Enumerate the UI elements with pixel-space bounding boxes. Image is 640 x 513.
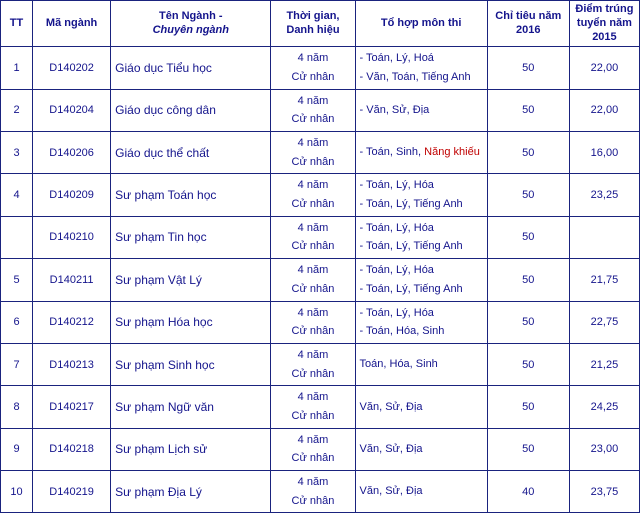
cell-major-name: Sư phạm Vật Lý <box>111 259 271 301</box>
cell-index: 4 <box>1 174 33 216</box>
duration-years: 4 năm <box>297 348 329 361</box>
cell-major-code: D140204 <box>33 89 111 131</box>
cell-subject-combination <box>355 301 487 343</box>
degree-title: Cử nhân <box>291 282 335 295</box>
cell-benchmark-score: 21,25 <box>569 343 639 385</box>
column-header-time-sub: Danh hiệu <box>286 23 340 36</box>
combination-option-1 <box>360 261 483 280</box>
cell-major-code: D140211 <box>33 259 111 301</box>
column-header-combination <box>355 1 487 47</box>
duration-years: 4 năm <box>297 94 329 107</box>
combination-option-1 <box>360 482 483 501</box>
header-row <box>1 1 640 47</box>
cell-quota: 50 <box>487 343 569 385</box>
cell-index: 5 <box>1 259 33 301</box>
cell-duration <box>271 386 355 428</box>
duration-years: 4 năm <box>297 221 329 234</box>
cell-benchmark-score: 22,75 <box>569 301 639 343</box>
table-header <box>1 1 640 47</box>
cell-quota: 50 <box>487 132 569 174</box>
duration-years: 4 năm <box>297 391 329 404</box>
cell-major-name: Sư phạm Hóa học <box>111 301 271 343</box>
cell-major-code: D140209 <box>33 174 111 216</box>
cell-index: 1 <box>1 47 33 89</box>
cell-benchmark-score: 22,00 <box>569 47 639 89</box>
table-row <box>1 174 640 216</box>
cell-duration <box>271 428 355 470</box>
cell-subject-combination <box>355 89 487 131</box>
cell-major-name: Sư phạm Ngữ văn <box>111 386 271 428</box>
table-row <box>1 428 640 470</box>
column-header-code-main: Mã ngành <box>45 16 98 29</box>
column-header-tt-main: TT <box>9 16 24 29</box>
cell-major-name: Sư phạm Lịch sử <box>111 428 271 470</box>
cell-duration <box>271 301 355 343</box>
cell-index: 9 <box>1 428 33 470</box>
cell-index: 10 <box>1 471 33 513</box>
column-header-quota <box>487 1 569 47</box>
column-header-name-main: Tên Ngành - <box>159 9 223 22</box>
cell-major-code: D140212 <box>33 301 111 343</box>
cell-benchmark-score <box>569 216 639 258</box>
column-header-quota-main: Chỉ tiêu năm <box>495 9 562 22</box>
combination-option-1 <box>360 398 483 417</box>
cell-quota: 50 <box>487 174 569 216</box>
table-row <box>1 47 640 89</box>
cell-major-name: Giáo dục Tiểu học <box>111 47 271 89</box>
combination-option-1 <box>360 101 483 120</box>
duration-years: 4 năm <box>297 264 329 277</box>
cell-quota: 50 <box>487 259 569 301</box>
cell-duration <box>271 89 355 131</box>
combination-option-1-text: - Toán, Lý, Hoá <box>359 52 434 65</box>
cell-benchmark-score: 23,75 <box>569 471 639 513</box>
degree-title: Cử nhân <box>291 494 335 507</box>
cell-subject-combination <box>355 47 487 89</box>
table-row <box>1 89 640 131</box>
cell-subject-combination <box>355 216 487 258</box>
cell-subject-combination <box>355 132 487 174</box>
combination-option-1-text: - Văn, Sử, Địa <box>359 103 430 116</box>
cell-duration <box>271 343 355 385</box>
duration-years: 4 năm <box>297 306 329 319</box>
cell-benchmark-score: 23,25 <box>569 174 639 216</box>
combination-option-1-text: - Toán, Lý, Hóa <box>359 179 434 192</box>
degree-title: Cử nhân <box>291 240 335 253</box>
combination-option-2: - Toán, Lý, Tiếng Anh <box>359 198 463 211</box>
cell-major-name: Sư phạm Sinh học <box>111 343 271 385</box>
cell-major-code: D140219 <box>33 471 111 513</box>
cell-index: 6 <box>1 301 33 343</box>
cell-major-name: Giáo dục thể chất <box>111 132 271 174</box>
duration-years: 4 năm <box>297 52 329 65</box>
combination-option-1-text: Toán, Hóa, Sinh <box>359 358 438 371</box>
degree-title: Cử nhân <box>291 70 335 83</box>
degree-title: Cử nhân <box>291 452 335 465</box>
cell-subject-combination <box>355 428 487 470</box>
column-header-tt <box>1 1 33 47</box>
combination-option-1-text: Văn, Sử, Địa <box>359 400 423 413</box>
column-header-combination-main: Tổ hợp môn thi <box>380 16 462 29</box>
degree-title: Cử nhân <box>291 155 335 168</box>
combination-option-1 <box>360 143 483 162</box>
cell-duration <box>271 471 355 513</box>
table-row <box>1 301 640 343</box>
column-header-code <box>33 1 111 47</box>
cell-major-code: D140206 <box>33 132 111 174</box>
cell-duration <box>271 174 355 216</box>
column-header-time <box>271 1 355 47</box>
cell-duration <box>271 47 355 89</box>
combination-option-1-text: Văn, Sử, Địa <box>359 442 423 455</box>
degree-title: Cử nhân <box>291 198 335 211</box>
cell-benchmark-score: 21,75 <box>569 259 639 301</box>
duration-years: 4 năm <box>297 476 329 488</box>
combination-option-1-text: - Toán, Lý, Hóa <box>359 221 434 234</box>
cell-quota: 50 <box>487 386 569 428</box>
combination-option-1 <box>360 49 483 68</box>
cell-major-name: Giáo dục công dân <box>111 89 271 131</box>
combination-option-1 <box>360 355 483 374</box>
cell-index: 2 <box>1 89 33 131</box>
cell-major-code: D140213 <box>33 343 111 385</box>
duration-years: 4 năm <box>297 179 329 192</box>
table-row <box>1 132 640 174</box>
cell-quota: 50 <box>487 301 569 343</box>
table-row <box>1 343 640 385</box>
combination-option-1-text: Văn, Sử, Địa <box>359 485 423 498</box>
combination-option-2: - Toán, Lý, Tiếng Anh <box>359 240 463 253</box>
combination-option-1 <box>360 304 483 323</box>
table-row <box>1 259 640 301</box>
cell-quota: 40 <box>487 471 569 513</box>
cell-benchmark-score: 24,25 <box>569 386 639 428</box>
duration-years: 4 năm <box>297 433 329 446</box>
combination-option-1-text: - Toán, Lý, Hóa <box>359 306 434 319</box>
cell-quota: 50 <box>487 47 569 89</box>
cell-quota: 50 <box>487 428 569 470</box>
cell-benchmark-score: 22,00 <box>569 89 639 131</box>
table-row <box>1 471 640 513</box>
column-header-time-main: Thời gian, <box>286 9 340 22</box>
cell-quota: 50 <box>487 216 569 258</box>
combination-option-2: - Toán, Hóa, Sinh <box>359 325 445 338</box>
column-header-name-sub: Chuyên ngành <box>152 23 229 36</box>
combination-option-1 <box>360 219 483 238</box>
column-header-score-sub: tuyển năm 2015 <box>576 16 632 43</box>
combination-option-1 <box>360 440 483 459</box>
cell-major-code: D140218 <box>33 428 111 470</box>
cell-subject-combination <box>355 259 487 301</box>
combination-option-1-highlight: Năng khiếu <box>424 146 480 159</box>
cell-index: 7 <box>1 343 33 385</box>
table-row <box>1 216 640 258</box>
cell-major-name: Sư phạm Tin học <box>111 216 271 258</box>
column-header-score <box>569 1 639 47</box>
cell-major-code: D140202 <box>33 47 111 89</box>
column-header-name <box>111 1 271 47</box>
degree-title: Cử nhân <box>291 325 335 338</box>
cell-index <box>1 216 33 258</box>
cell-subject-combination <box>355 471 487 513</box>
cell-major-name: Sư phạm Địa Lý <box>111 471 271 513</box>
cell-major-code: D140210 <box>33 216 111 258</box>
cell-major-code: D140217 <box>33 386 111 428</box>
cell-duration <box>271 259 355 301</box>
cell-quota: 50 <box>487 89 569 131</box>
cell-benchmark-score: 16,00 <box>569 132 639 174</box>
column-header-quota-sub: 2016 <box>516 23 541 36</box>
cell-subject-combination <box>355 174 487 216</box>
combination-option-2: - Văn, Toán, Tiếng Anh <box>359 70 471 83</box>
cell-duration <box>271 132 355 174</box>
combination-option-2: - Toán, Lý, Tiếng Anh <box>359 282 463 295</box>
cell-major-name: Sư phạm Toán học <box>111 174 271 216</box>
cell-subject-combination <box>355 343 487 385</box>
cell-duration <box>271 216 355 258</box>
combination-option-1 <box>360 176 483 195</box>
cell-benchmark-score: 23,00 <box>569 428 639 470</box>
combination-option-1-text: - Toán, Sinh, <box>359 146 425 159</box>
cell-index: 8 <box>1 386 33 428</box>
combination-option-1-text: - Toán, Lý, Hóa <box>359 264 434 277</box>
cell-index: 3 <box>1 132 33 174</box>
cell-subject-combination <box>355 386 487 428</box>
table-body <box>1 47 640 513</box>
duration-years: 4 năm <box>297 137 329 149</box>
column-header-score-main: Điểm trúng <box>575 3 634 15</box>
table-row <box>1 386 640 428</box>
degree-title: Cử nhân <box>291 367 335 380</box>
degree-title: Cử nhân <box>291 113 335 126</box>
degree-title: Cử nhân <box>291 409 335 422</box>
